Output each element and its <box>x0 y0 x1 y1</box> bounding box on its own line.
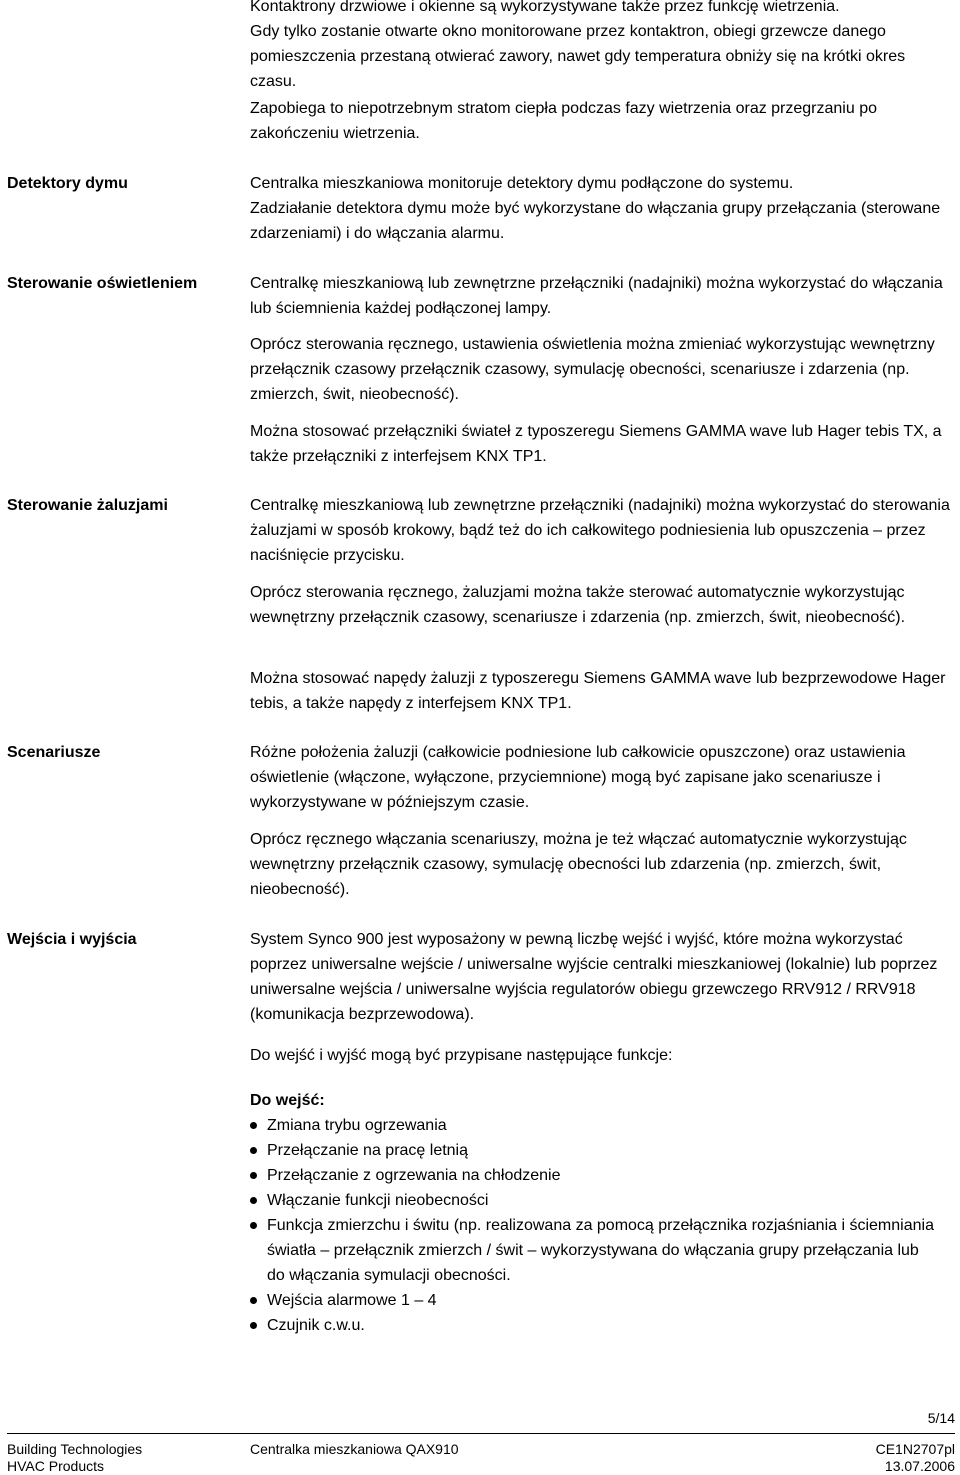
scenarios-paragraph-1: Różne położenia żaluzji (całkowicie podniesione lub całkowicie opuszczone) oraz ustawienia oświetlenie (włączone, wyłączone, przyciemnione) mogą być zapisane jako scenariusze i wykorzystywane w późniejszym czasie. <box>250 744 906 811</box>
footer-company: Building Technologies <box>7 1441 143 1457</box>
list-item: Wejścia alarmowe 1 – 4 <box>250 1288 955 1313</box>
lighting-paragraph-3: Można stosować przełączniki świateł z typoszeregu Siemens GAMMA wave lub Hager tebis TX, a także przełączniki z interfejsem KNX TP1. <box>250 423 942 465</box>
smoke-paragraph-2: Zadziałanie detektora dymu może być wykorzystane do włączania grupy przełączania (sterowane zdarzeniami) i do włączania alarmu. <box>250 200 941 242</box>
list-item: Przełączanie z ogrzewania na chłodzenie <box>250 1163 955 1188</box>
list-item: Przełączanie na pracę letnią <box>250 1138 955 1163</box>
io-paragraph-2: Do wejść i wyjść mogą być przypisane następujące funkcje: <box>250 1047 673 1064</box>
inputs-list <box>250 1113 955 1338</box>
bullet-icon <box>250 1297 257 1304</box>
footer-divider <box>7 1433 955 1434</box>
bullet-icon <box>250 1122 257 1129</box>
list-item: Czujnik c.w.u. <box>250 1313 955 1338</box>
intro-line: Kontaktrony drzwiowe i okienne są wykorzystywane także przez funkcję wietrzenia. <box>250 0 840 15</box>
list-item: Włączanie funkcji nieobecności <box>250 1188 955 1213</box>
bullet-icon <box>250 1322 257 1329</box>
footer-product: Centralka mieszkaniowa QAX910 <box>250 1441 459 1457</box>
heading-scenarios: Scenariusze <box>7 744 101 761</box>
heading-inputs-outputs: Wejścia i wyjścia <box>7 931 137 948</box>
intro-paragraph-1: Gdy tylko zostanie otwarte okno monitorowane przez kontaktron, obiegi grzewcze danego pomieszczenia przestaną otwierać zawory, nawet gdy temperatura obniży się na krótki okres czasu. <box>250 23 906 90</box>
footer-division: HVAC Products <box>7 1458 104 1474</box>
lighting-paragraph-1: Centralkę mieszkaniową lub zewnętrzne przełączniki (nadajniki) można wykorzystać do włączania lub ściemnienia każdej podłączonej lampy. <box>250 275 943 317</box>
footer-date: 13.07.2006 <box>884 1458 955 1474</box>
bullet-icon <box>250 1147 257 1154</box>
scenarios-paragraph-2: Oprócz ręcznego włączania scenariuszy, można je też włączać automatycznie wykorzystując wewnętrzny przełącznik czasowy, symulację obecności lub zdarzenia (np. zmierzch, świt, nieobecność). <box>250 831 907 898</box>
smoke-paragraph-1: Centralka mieszkaniowa monitoruje detektory dymu podłączone do systemu. <box>250 175 794 192</box>
intro-paragraph-2: Zapobiega to niepotrzebnym stratom ciepła podczas fazy wietrzenia oraz przegrzaniu po zakończeniu wietrzenia. <box>250 100 877 142</box>
heading-lighting-control: Sterowanie oświetleniem <box>7 275 198 292</box>
list-item: Zmiana trybu ogrzewania <box>250 1113 955 1138</box>
heading-smoke-detectors: Detektory dymu <box>7 175 128 192</box>
footer-doc-code: CE1N2707pl <box>875 1441 955 1457</box>
bullet-icon <box>250 1172 257 1179</box>
bullet-icon <box>250 1197 257 1204</box>
heading-blinds-control: Sterowanie żaluzjami <box>7 497 168 514</box>
page-number: 5/14 <box>927 1410 955 1426</box>
io-paragraph-1: System Synco 900 jest wyposażony w pewną liczbę wejść i wyjść, które można wykorzystać poprzez uniwersalne wejście / uniwersalne wyjście centralki mieszkaniowej (lokalnie) lub poprzez uniwersalne wejścia / uniwersalne wyjścia regulatorów obiegu grzewczego RRV912 / RRV918 (komunikacja bezprzewodowa). <box>250 931 938 1023</box>
list-item: Funkcja zmierzchu i świtu (np. realizowana za pomocą przełącznika rozjaśniania i ściemniania światła – przełącznik zmierzch / świt – wykorzystywana do włączania grupy przełączania lub do włączania symulacji obecności. <box>250 1213 937 1288</box>
blinds-paragraph-3: Można stosować napędy żaluzji z typoszeregu Siemens GAMMA wave lub bezprzewodowe Hager tebis, a także napędy z interfejsem KNX TP1. <box>250 670 946 712</box>
lighting-paragraph-2: Oprócz sterowania ręcznego, ustawienia oświetlenia można zmieniać wykorzystując wewnętrzny przełącznik czasowy przełącznik czasowy, symulację obecności, scenariusze i zdarzenia (np. zmierzch, świt, nieobecność). <box>250 336 935 403</box>
blinds-paragraph-2: Oprócz sterowania ręcznego, żaluzjami można także sterować automatycznie wykorzystując wewnętrzny przełącznik czasowy, scenariusze i zdarzenia (np. zmierzch, świt, nieobecność). <box>250 584 906 626</box>
bullet-icon <box>250 1222 257 1229</box>
blinds-paragraph-1: Centralkę mieszkaniową lub zewnętrzne przełączniki (nadajniki) można wykorzystać do sterowania żaluzjami w sposób krokowy, bądź też do ich całkowitego podniesienia lub opuszczenia – przez naciśnięcie przycisku. <box>250 497 950 564</box>
inputs-title: Do wejść: <box>250 1092 325 1109</box>
